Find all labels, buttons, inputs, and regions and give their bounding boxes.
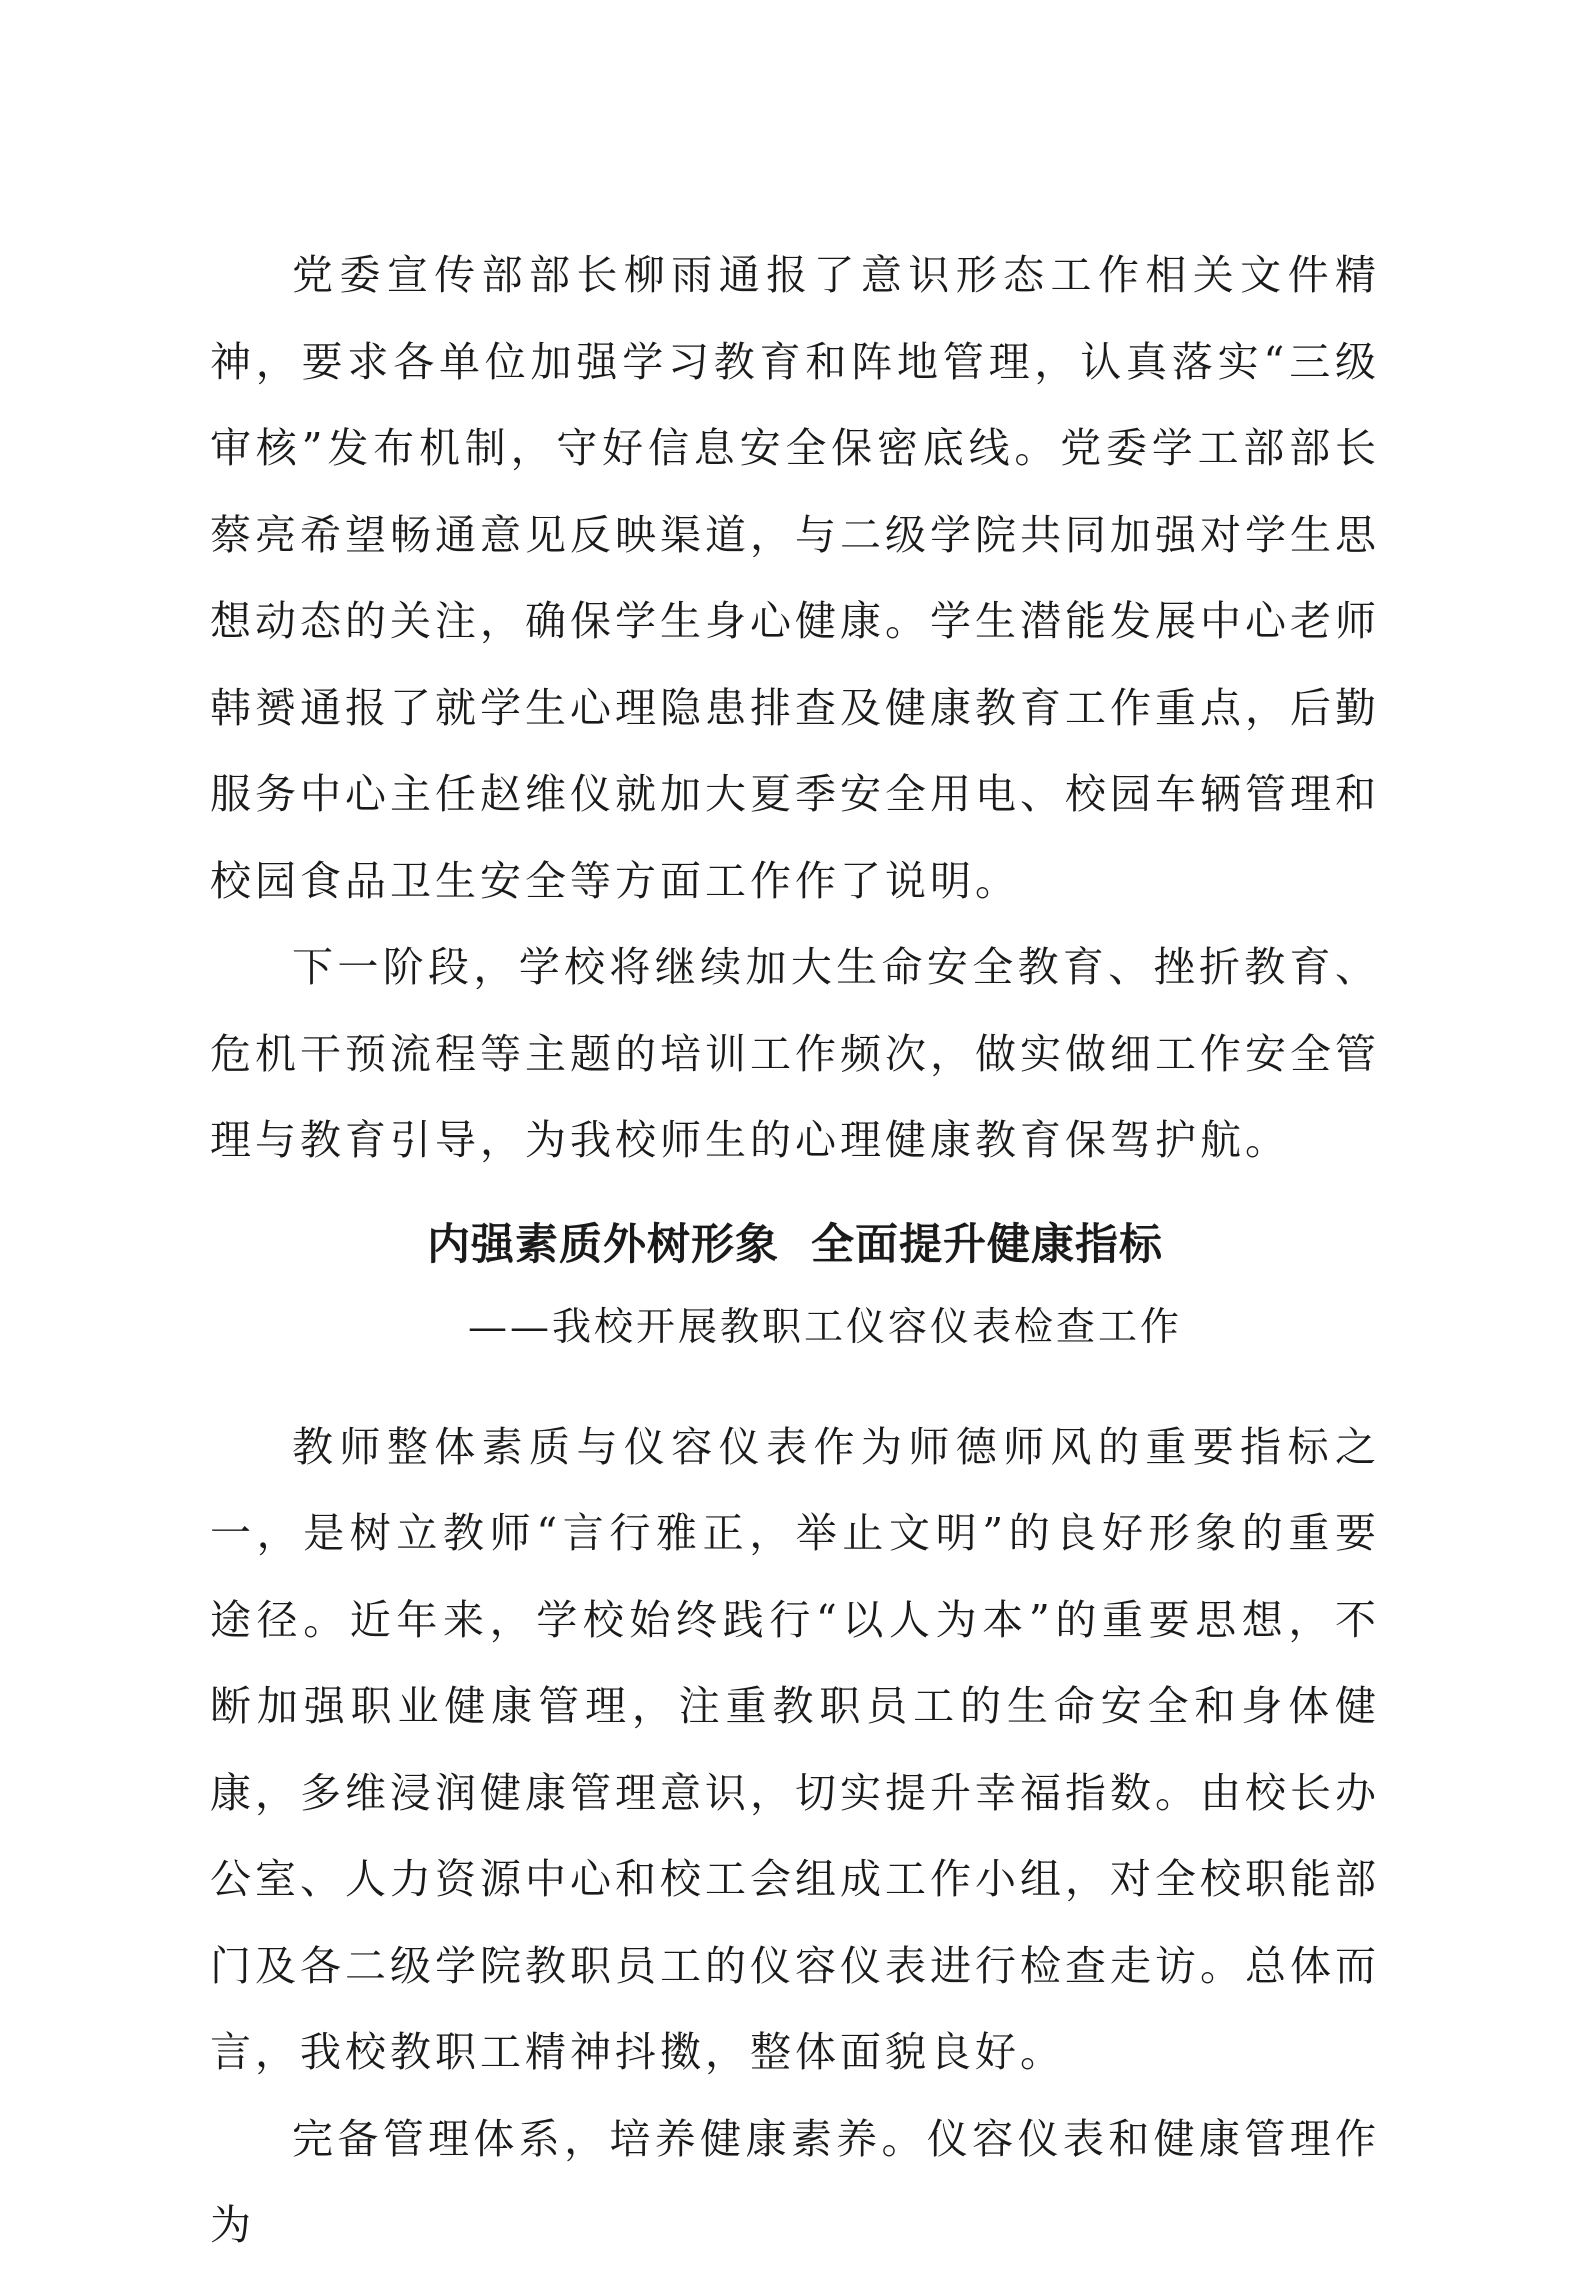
- article-title: 内强素质外树形象 全面提升健康指标: [427, 1219, 1163, 1270]
- body-paragraph: 下一阶段，学校将继续加大生命安全教育、挫折教育、危机干预流程等主题的培训工作频次，做实做细工作安全管理与教育引导，为我校师生的心理健康教育保驾护航。: [210, 943, 1380, 1164]
- document-page: [210, 232, 1380, 2269]
- body-paragraph: 党委宣传部部长柳雨通报了意识形态工作相关文件精神，要求各单位加强学习教育和阵地管理，认真落实“三级审核”发布机制，守好信息安全保密底线。党委学工部部长蔡亮希望畅通意见反映渠道，与二级学院共同加强对学生思想动态的关注，确保学生身心健康。学生潜能发展中心老师韩赟通报了就学生心理隐患排查及健康教育工作重点，后勤服务中心主任赵维仪就加大夏季安全用电、校园车辆管理和校园食品卫生安全等方面工作作了说明。: [210, 251, 1380, 905]
- article-subtitle: ——我校开展教职工仪容仪表检查工作: [467, 1304, 1182, 1350]
- body-paragraph: 教师整体素质与仪容仪表作为师德师风的重要指标之一，是树立教师“言行雅正，举止文明”的良好形象的重要途径。近年来，学校始终践行“以人为本”的重要思想，不断加强职业健康管理，注重教职员工的生命安全和身体健康，多维浸润健康管理意识，切实提升幸福指数。由校长办公室、人力资源中心和校工会组成工作小组，对全校职能部门及各二级学院教职员工的仪容仪表进行检查走访。总体而言，我校教职工精神抖擞，整体面貌良好。: [210, 1422, 1380, 2076]
- body-paragraph: 完备管理体系，培养健康素养。仪容仪表和健康管理作为: [210, 2114, 1380, 2249]
